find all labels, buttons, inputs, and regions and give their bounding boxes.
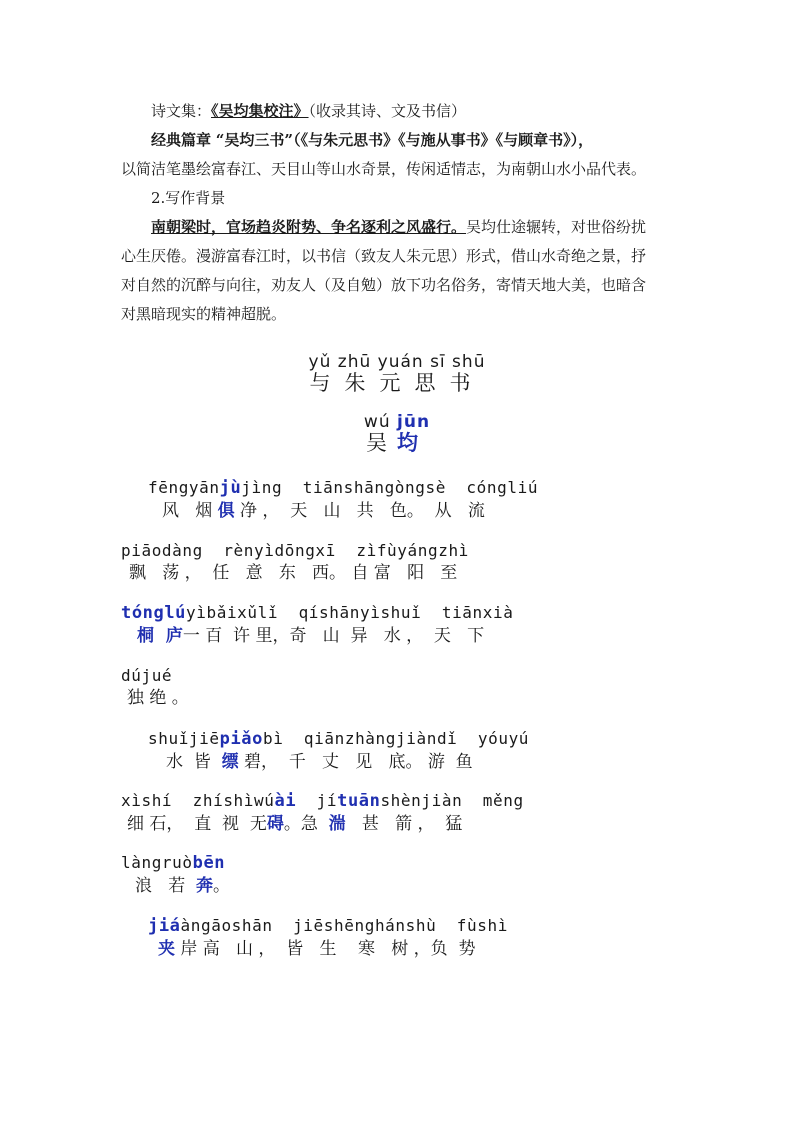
pinyin: xìshí zhíshìwú: [121, 791, 275, 810]
pinyin: bì qiānzhàngjiàndǐ yóuyú: [262, 729, 530, 748]
hanzi: 独 绝 。: [127, 688, 189, 708]
hanzi-highlight: 湍: [328, 814, 346, 834]
pinyin-highlight: tuān: [337, 791, 381, 811]
hanzi-highlight: 碍: [266, 814, 284, 834]
hanzi: 碧， 千 丈 见 底。 游 鱼: [238, 752, 473, 772]
pinyin: jìng tiānshāngòngsè cóngliú: [241, 478, 539, 497]
pinyin-highlight: piǎo: [219, 729, 263, 749]
text-line-3: [0, 603, 794, 646]
hanzi: 甚 箭 ， 猛: [345, 814, 463, 834]
pinyin: piāodàng rènyìdōngxī zìfùyángzhì: [121, 541, 469, 560]
author-pinyin-2: jūn: [397, 412, 431, 432]
pinyin-highlight: ài: [274, 791, 297, 811]
pinyin: yìbǎixǔlǐ qíshānyìshuǐ tiānxià: [186, 603, 514, 622]
hanzi: 浪 若: [135, 876, 197, 896]
pinyin: làngruò: [121, 853, 193, 872]
hanzi-highlight: 俱: [217, 501, 235, 521]
info-section: [121, 97, 681, 329]
text-line-1: [0, 478, 794, 521]
hanzi-highlight: 缥: [221, 752, 239, 772]
background-text-4: 对黑暗现实的精神超脱。: [121, 305, 287, 323]
hanzi: 细 石， 直 视 无: [127, 814, 267, 834]
text-line-2: [0, 541, 794, 583]
classics-quote: “吴均三书”: [215, 131, 294, 149]
hanzi: 。急: [283, 814, 329, 834]
hanzi: 。: [213, 876, 231, 896]
hanzi-highlight: 夹: [158, 939, 175, 959]
text-line-8: [0, 916, 794, 959]
pinyin: shènjiàn měng: [380, 791, 524, 810]
classics-description: 以简洁笔墨绘富春江、天目山等山水奇景，传闲适情志，为南朝山水小品代表。: [121, 160, 647, 178]
background-text-2: 心生厌倦。漫游富春江时，以书信（致友人朱元思）形式，借山水奇绝之景，抒: [121, 247, 647, 265]
hanzi: 岸 高 山 ， 皆 生 寒 树 ，负 势: [175, 939, 476, 959]
pinyin: dújué: [121, 666, 173, 685]
author-hanzi-1: 吴: [366, 431, 397, 455]
author-pinyin-1: wú: [363, 412, 391, 432]
collection-note: （收录其诗、文及书信）: [308, 102, 467, 120]
hanzi: 风 烟: [162, 501, 218, 521]
pinyin-highlight: tónglú: [121, 603, 187, 623]
info-classics: [121, 126, 681, 155]
title-pinyin: yǔ zhū yuán sī shū: [308, 352, 486, 372]
hanzi: 水 皆: [166, 752, 222, 772]
pinyin-highlight: bēn: [192, 853, 226, 873]
pinyin-highlight: jù: [219, 478, 242, 498]
pinyin: jí: [296, 791, 338, 810]
hanzi: 一 百 许 里，奇 山 异 水 ， 天 下: [182, 626, 485, 646]
pinyin: fēngyān: [148, 478, 220, 497]
background-text-1: 吴均仕途辗转，对世俗纷扰: [466, 218, 647, 236]
title-hanzi: 与朱元思书: [309, 371, 485, 395]
classics-books: （《与朱元思书》《与施从事书》《与顾章书》），: [293, 131, 594, 149]
text-line-7: [0, 853, 794, 896]
essay-title: [0, 352, 794, 397]
hanzi: 飘 荡 ， 任 意 东 西。 自 富 阳 至: [129, 563, 458, 583]
pinyin-highlight: jiá: [148, 916, 181, 936]
author-hanzi-2: 均: [397, 430, 428, 455]
hanzi-highlight: 奔: [196, 876, 214, 896]
classics-label: 经典篇章: [151, 131, 212, 149]
hanzi-highlight: 桐 庐: [137, 626, 183, 646]
text-line-6: [0, 791, 794, 834]
pinyin: shuǐjiē: [148, 729, 220, 748]
text-line-4: [0, 666, 794, 708]
background-para: [121, 213, 681, 242]
collection-label: 诗文集：: [151, 102, 212, 120]
background-text-3: 对自然的沉醉与向往，劝友人（及自勉）放下功名俗务，寄情天地大美，也暗含: [121, 276, 647, 294]
pinyin: àngāoshān jiēshēnghánshù fùshì: [180, 916, 508, 935]
background-heading: 2.写作背景: [151, 189, 226, 207]
background-emphasis: 南朝梁时，官场趋炎附势、争名逐利之风盛行。: [151, 218, 467, 236]
collection-title: 《吴均集校注》: [211, 102, 309, 120]
info-collection: [121, 97, 681, 126]
hanzi: 净 ， 天 山 共 色。 从 流: [234, 501, 485, 521]
text-line-5: [0, 729, 794, 772]
author: [0, 412, 794, 457]
